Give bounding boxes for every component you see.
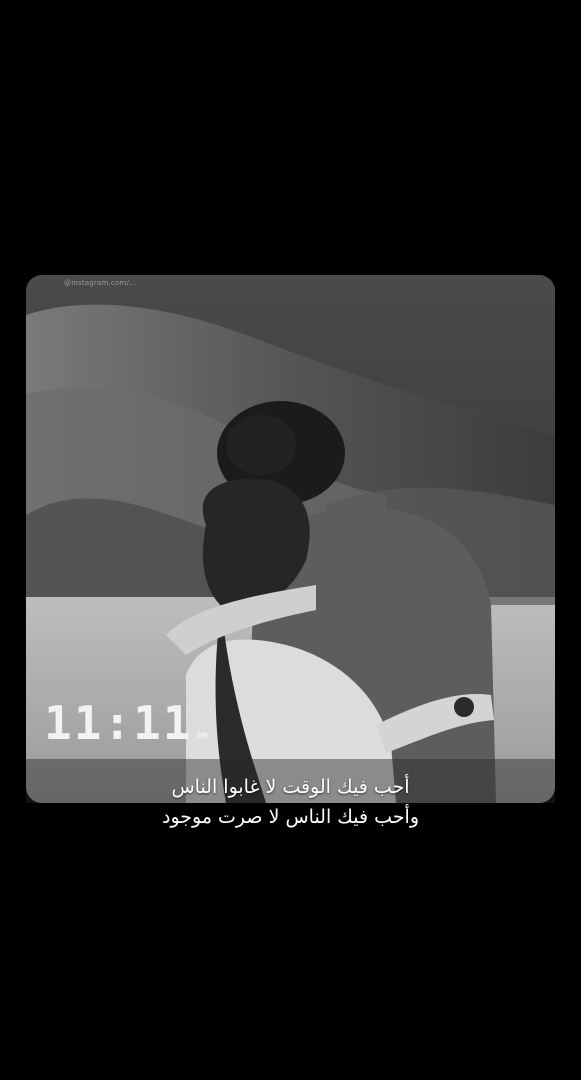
time-sticker-digits: 11:11: [44, 696, 193, 750]
time-sticker[interactable]: [44, 696, 208, 750]
caption-line-1: أحب فيك الوقت لا غابوا الناس: [171, 776, 410, 798]
time-sticker-period: PM: [196, 732, 208, 742]
watermark-text: @instagram.com/...: [64, 279, 137, 287]
caption-line-2: وأحب فيك الناس لا صرت موجود: [161, 806, 420, 828]
story-caption[interactable]: [0, 772, 581, 832]
